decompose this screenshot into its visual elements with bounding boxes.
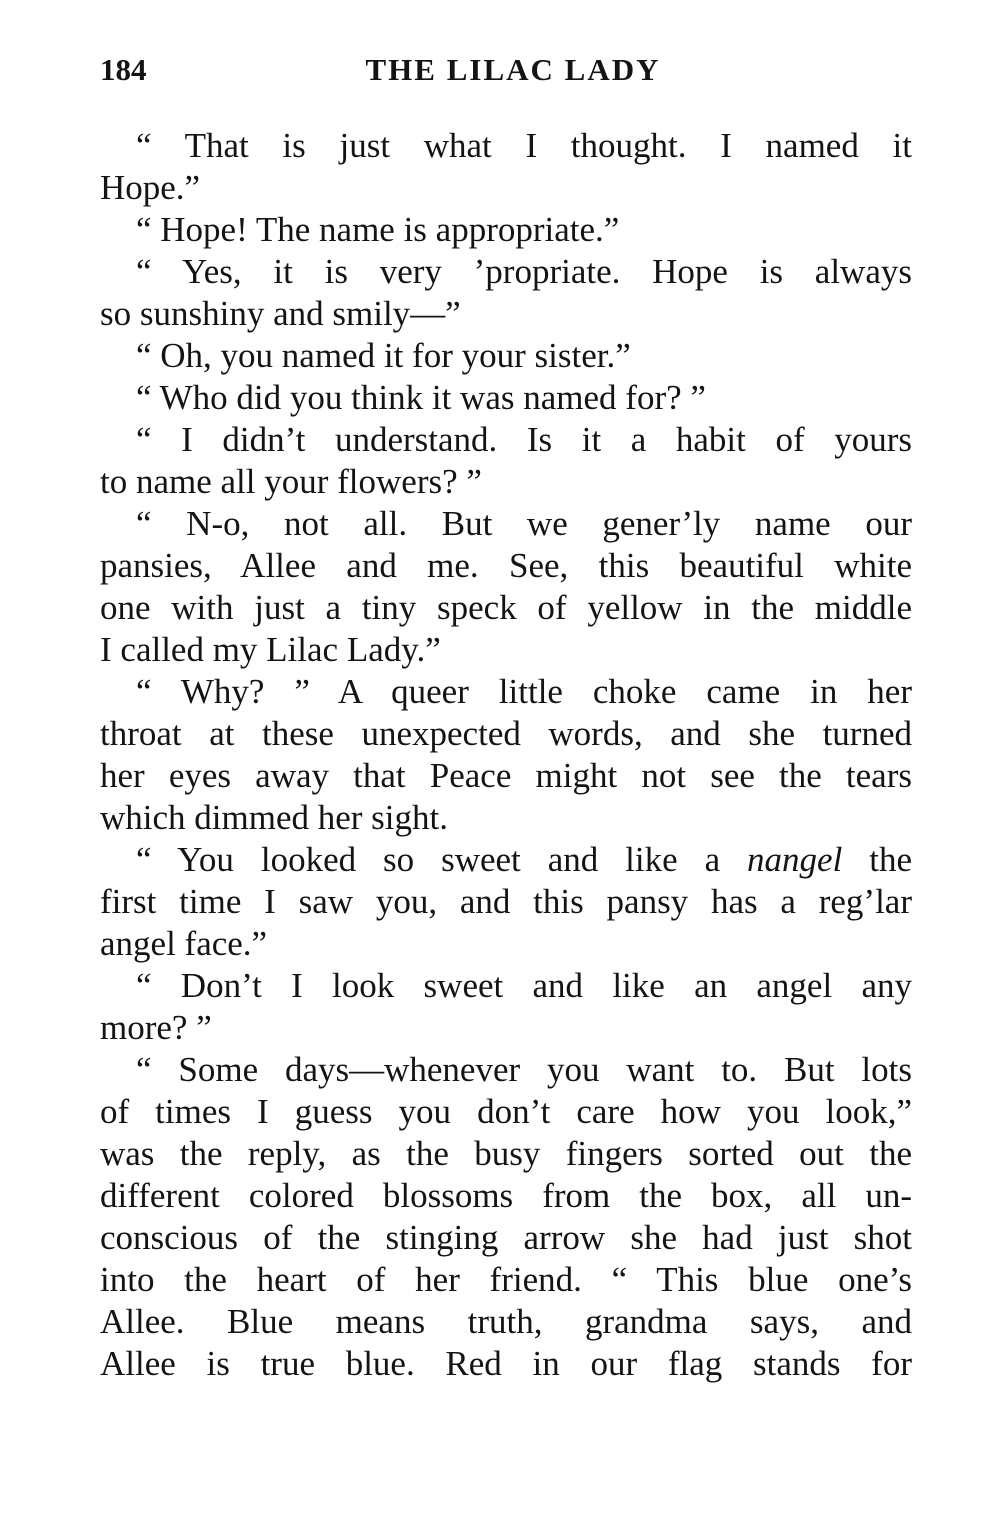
text-line-with-italic <box>100 839 912 881</box>
text-line: one with just a tiny speck of yellow in the middle <box>100 588 912 627</box>
text-line: I called my Lilac Lady.” <box>100 630 441 669</box>
text-line: first time I saw you, and this pansy has a reg’lar <box>100 882 912 921</box>
text-line: “ I didn’t understand. Is it a habit of yours <box>136 420 912 459</box>
text-line: Allee is true blue. Red in our flag stands for <box>100 1344 912 1383</box>
text-line: so sunshiny and smily—” <box>100 294 461 333</box>
text-line: “ N-o, not all. But we gener’ly name our <box>136 504 912 543</box>
text-line: Hope.” <box>100 168 201 207</box>
line-segment: “ You looked so sweet and like a <box>136 840 748 879</box>
text-line: different colored blossoms from the box, all un- <box>100 1176 912 1215</box>
text-line: which dimmed her sight. <box>100 798 449 837</box>
text-line: conscious of the stinging arrow she had just shot <box>100 1218 912 1257</box>
text-line: “ Some days—whenever you want to. But lots <box>136 1050 912 1089</box>
text-line: throat at these unexpected words, and she turned <box>100 714 912 753</box>
italic-word: nangel <box>747 840 843 879</box>
text-line: “ That is just what I thought. I named it <box>136 126 912 165</box>
text-line: was the reply, as the busy fingers sorted out the <box>100 1134 912 1173</box>
text-line: pansies, Allee and me. See, this beautiful white <box>100 546 912 585</box>
text-line: more? ” <box>100 1008 212 1047</box>
text-line: “ Hope! The name is appropriate.” <box>136 210 620 249</box>
text-line: “ Oh, you named it for your sister.” <box>136 336 631 375</box>
page-number: 184 <box>100 52 147 87</box>
text-line: “ Who did you think it was named for? ” <box>136 378 706 417</box>
running-title: THE LILAC LADY <box>365 52 661 87</box>
body-text <box>100 125 912 1385</box>
line-segment: the <box>842 840 912 879</box>
text-line: “ Don’t I look sweet and like an angel any <box>136 966 912 1005</box>
text-line: to name all your flowers? ” <box>100 462 482 501</box>
page-header <box>100 52 910 100</box>
text-line: of times I guess you don’t care how you look,” <box>100 1092 912 1131</box>
text-line: angel face.” <box>100 924 268 963</box>
text-line: her eyes away that Peace might not see the tears <box>100 756 912 795</box>
text-line: “ Yes, it is very ’propriate. Hope is always <box>136 252 912 291</box>
text-line: “ Why? ” A queer little choke came in her <box>136 672 912 711</box>
text-line: Allee. Blue means truth, grandma says, and <box>100 1302 912 1341</box>
text-line: into the heart of her friend. “ This blue one’s <box>100 1260 912 1299</box>
